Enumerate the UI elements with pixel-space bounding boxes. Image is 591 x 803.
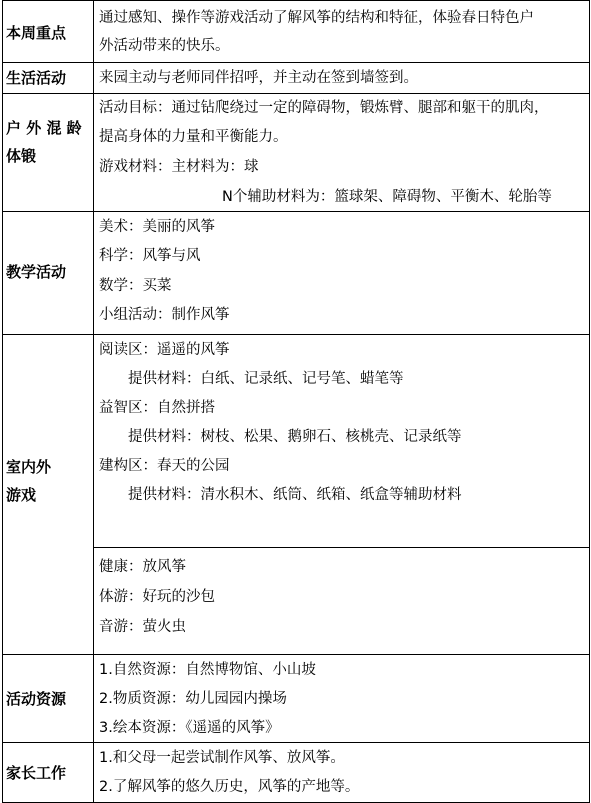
row-line: 提供材料：清水积木、纸筒、纸箱、纸盒等辅助材料 (128, 487, 462, 503)
row-line: 通过感知、操作等游戏活动了解风筝的结构和特征，体验春日特色户 (99, 10, 534, 26)
row-line: 体游：好玩的沙包 (99, 589, 215, 605)
row-line: 音游：萤火虫 (99, 619, 186, 635)
row-line: 提供材料：树枝、松果、鹅卵石、核桃壳、记录纸等 (128, 429, 462, 445)
row-line: 2.物质资源：幼儿园园内操场 (99, 691, 287, 707)
row-line: 提供材料：白纸、记录纸、记号笔、蜡笔等 (128, 371, 404, 387)
row-line: 建构区：春天的公园 (99, 458, 230, 474)
row-label: 教学活动 (6, 263, 67, 281)
row-line: 数学：买菜 (99, 278, 172, 294)
row-line: 益智区：自然拼搭 (99, 400, 215, 416)
row-line: 提高身体的力量和平衡能力。 (99, 129, 288, 145)
row-label: 户 外 混 龄 (6, 119, 82, 137)
row-line: 1.和父母一起尝试制作风筝、放风筝。 (99, 750, 345, 766)
row-line: 1.自然资源：自然博物馆、小山坡 (99, 662, 316, 678)
row-line: 来园主动与老师同伴招呼，并主动在签到墙签到。 (99, 70, 418, 86)
row-label: 体锻 (6, 147, 37, 165)
row-line: 活动目标：通过钻爬绕过一定的障碍物，锻炼臂、腿部和躯干的肌肉， (99, 100, 549, 116)
row-line: 外活动带来的快乐。 (99, 38, 230, 54)
row-line: 小组活动：制作风筝 (99, 307, 230, 323)
row-line: 阅读区：遥遥的风筝 (99, 342, 230, 358)
row-line: 2.了解风筝的悠久历史，风筝的产地等。 (99, 779, 360, 795)
row-line: 游戏材料：主材料为：球 (99, 159, 259, 175)
row-label: 室内外 (6, 458, 52, 476)
row-label: 家长工作 (6, 764, 67, 782)
row-line: 美术：美丽的风筝 (99, 219, 215, 235)
row-line: 科学：风筝与风 (99, 248, 201, 264)
row-line: 3.绘本资源：《遥遥的风筝》 (99, 720, 280, 736)
row-line: 健康：放风筝 (99, 559, 186, 575)
row-line: N个辅助材料为：篮球架、障碍物、平衡木、轮胎等 (222, 189, 552, 205)
row-label: 本周重点 (6, 24, 67, 42)
row-label: 生活活动 (6, 69, 67, 87)
row-label: 活动资源 (6, 690, 67, 708)
row-label: 游戏 (6, 486, 37, 504)
